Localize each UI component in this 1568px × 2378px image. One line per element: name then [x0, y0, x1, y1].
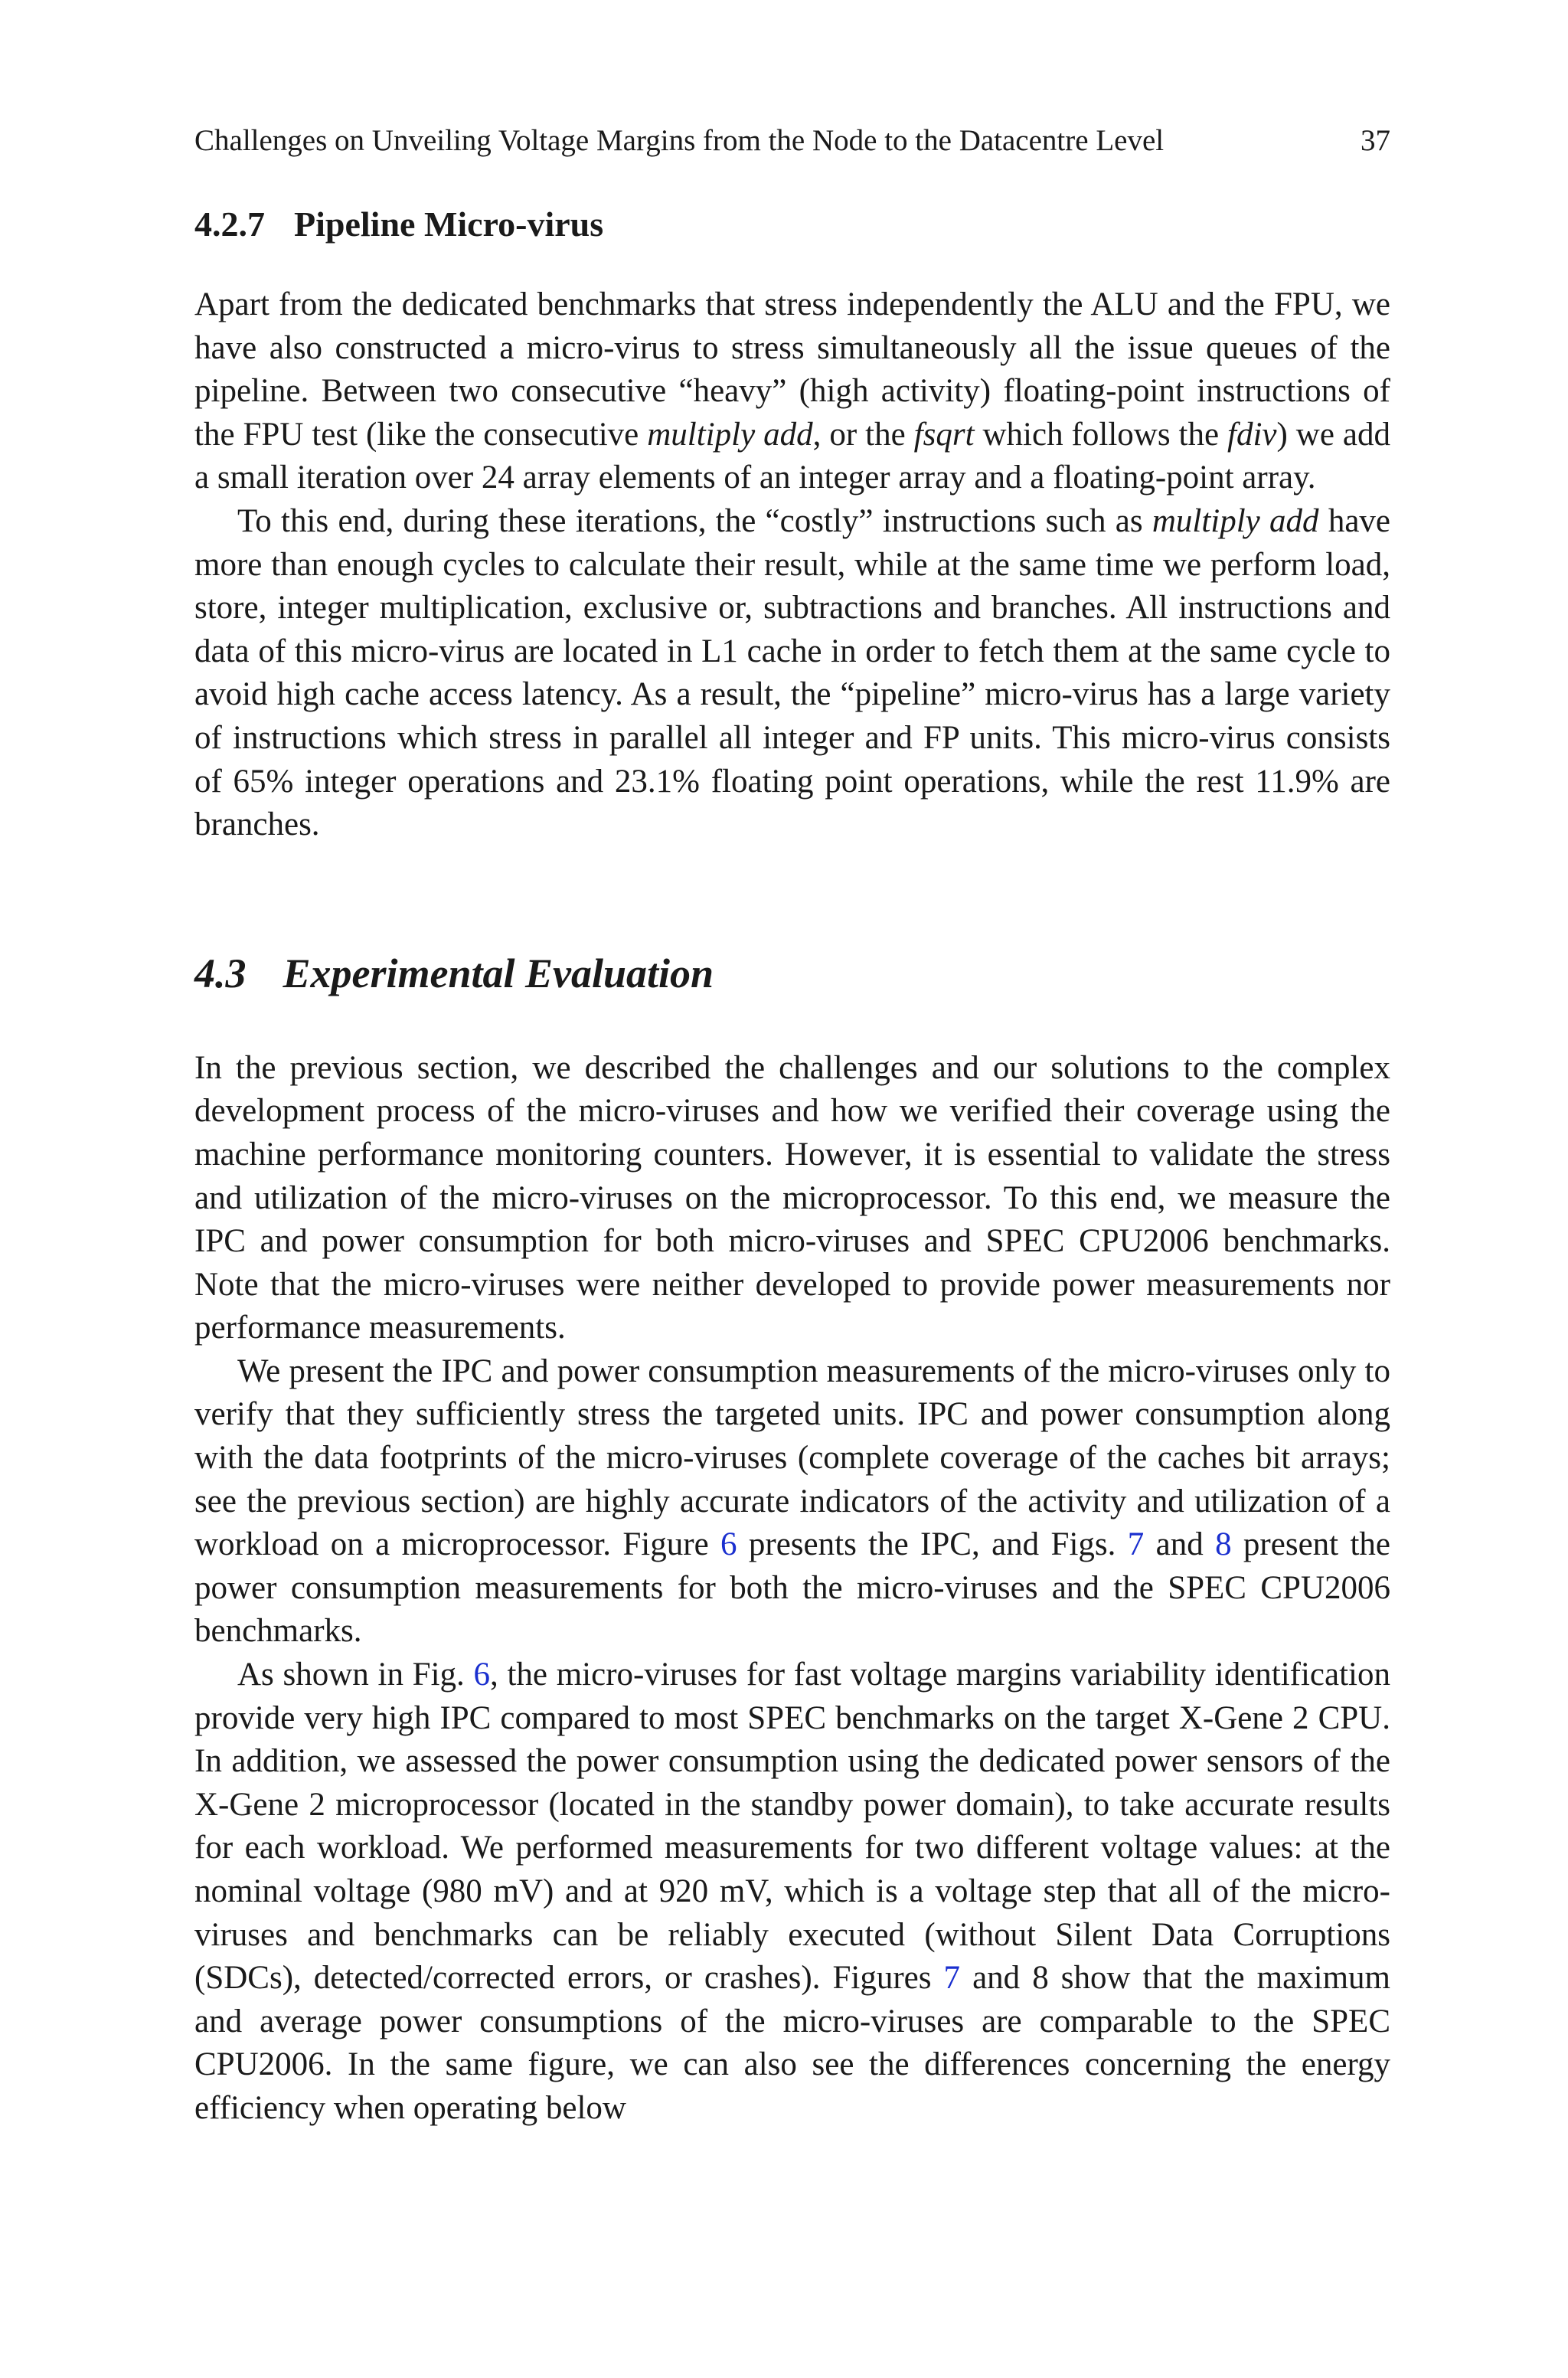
text-run: have more than enough cycles to calculate their result, while at the same time we perform load, store, integer multiplication, exclusive or, subtractions and branches. All instructions and data of this micro-virus are located in L1 cache in order to fetch them at the same cycle to avoid high cache access latency. As a result, the “pipeline” micro-virus has a large variety of instructions which stress in parallel all integer and FP units. This micro-virus consists of 65% integer operations and 23.1% floating point operations, while the rest 11.9% are branches.: [194, 502, 1390, 843]
subsection-heading: [194, 202, 1390, 247]
paragraph-ipc-power: [194, 1350, 1390, 1653]
figure-7-link[interactable]: 7: [943, 1960, 961, 1997]
text-run: As shown in Fig.: [237, 1657, 474, 1693]
text-run: present the power consumption measurements for both the micro-viruses and the SPEC CPU2006 benchmarks.: [194, 1526, 1390, 1650]
emphasis-multiply-add: multiply add: [647, 416, 813, 453]
running-title: Challenges on Unveiling Voltage Margins from the Node to the Datacentre Level: [194, 124, 1165, 157]
figure-7-link[interactable]: 7: [1127, 1526, 1145, 1563]
text-run: , the micro-viruses for fast voltage margins variability identification provide very high IPC compared to most SPEC benchmarks on the target X-Gene 2 CPU. In addition, we assessed the power consumption using the dedicated power sensors of the X-Gene 2 microprocessor (located in the standby power domain), to take accurate results for each workload. We performed measurements for two different voltage values: at the nominal voltage (980 mV) and at 920 mV, which is a voltage step that all of the micro-viruses and benchmarks can be reliably executed (without Silent Data Corruptions (SDCs), detected/corrected errors, or crashes). Figures: [194, 1657, 1390, 1997]
figure-8-link[interactable]: 8: [1215, 1526, 1232, 1563]
paragraph-power-results: [194, 1653, 1390, 2131]
emphasis-multiply-add: multiply add: [1152, 502, 1319, 539]
emphasis-fdiv: fdiv: [1227, 416, 1277, 453]
text-run: In the previous section, we described the challenges and our solutions to the complex development process of the micro-viruses and how we verified their coverage using the machine performance monitoring counters. However, it is essential to validate the stress and utilization of the micro-viruses on the microprocessor. To this end, we measure the IPC and power consumption for both micro-viruses and SPEC CPU2006 benchmarks. Note that the micro-viruses were neither developed to provide power measurements nor performance measurements.: [194, 1049, 1390, 1346]
text-run: To this end, during these iterations, the “costly” instructions such as: [237, 502, 1152, 539]
text-run: We present the IPC and power consumption measurements of the micro-viruses only to verify that they sufficiently stress the targeted units. IPC and power consumption along with the data footprints of the micro-viruses (complete coverage of the caches bit arrays; see the previous section) are highly accurate indicators of the activity and utilization of a workload on a microprocessor. Figure: [194, 1353, 1390, 1563]
emphasis-fsqrt: fsqrt: [913, 416, 975, 453]
text-run: and 8 show that the maximum and average power consumptions of the micro-viruses are comparable to the SPEC CPU2006. In the same figure, we can also see the differences concerning the energy efficiency when operating below: [194, 1960, 1390, 2126]
figure-6-link[interactable]: 6: [720, 1526, 737, 1563]
text-run: and: [1144, 1526, 1216, 1563]
text-run: which follows the: [974, 416, 1228, 453]
section-title: Experimental Evaluation: [283, 950, 714, 996]
text-run: ) we add a small iteration over 24 array elements of an integer array and a floating-point array.: [194, 416, 1390, 496]
paragraph-eval-intro: [194, 1047, 1390, 1350]
subsection-title: Pipeline Micro-virus: [294, 204, 604, 244]
section-heading: [194, 948, 1390, 999]
running-header: [194, 123, 1390, 159]
text-run: , or the: [812, 416, 914, 453]
page-number: 37: [1361, 124, 1390, 157]
subsection-number: 4.2.7: [194, 204, 265, 244]
section-number: 4.3: [194, 950, 247, 996]
text-run: presents the IPC, and Figs.: [737, 1526, 1128, 1563]
figure-6-link[interactable]: 6: [473, 1657, 491, 1693]
paragraph-pipeline-details: [194, 500, 1390, 847]
text-run: Apart from the dedicated benchmarks that stress independently the ALU and the FPU, we have also constructed a micro-virus to stress simultaneously all the issue queues of the pipeline. Between two consecutive “heavy” (high activity) floating-point instructions of the FPU test (like the consecutive: [194, 286, 1390, 453]
paragraph-pipeline-intro: [194, 283, 1390, 500]
page-body: [194, 123, 1390, 2131]
